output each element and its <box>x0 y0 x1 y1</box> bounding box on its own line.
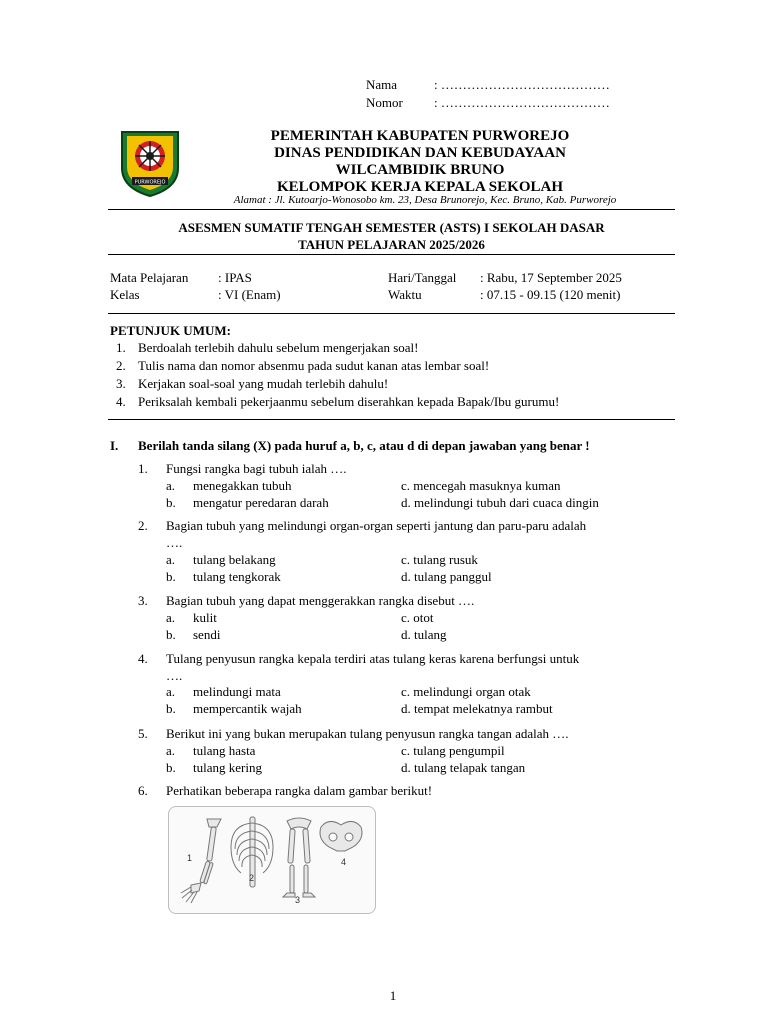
option-c[interactable]: c. otot <box>401 610 434 625</box>
logo-caption: PURWOREJO <box>134 179 166 186</box>
question-text: Tulang penyusun rangka kepala terdiri atas tulang keras karena berfungsi untuk <box>166 651 580 666</box>
option-d[interactable]: d. tulang telapak tangan <box>401 760 526 775</box>
date-label: Hari/Tanggal <box>388 270 457 285</box>
instruction-text: Kerjakan soal-soal yang mudah terlebih dahulu! <box>138 376 389 391</box>
figure-label-4: 4 <box>341 857 347 867</box>
question-text: Bagian tubuh yang melindungi organ-organ seperti jantung dan paru-paru adalah <box>166 518 587 533</box>
letterhead-line-4: KELOMPOK KERJA KEPALA SEKOLAH <box>276 179 563 195</box>
letterhead-line-2: DINAS PENDIDIKAN DAN KEBUDAYAAN <box>274 145 566 161</box>
exam-year: TAHUN PELAJARAN 2025/2026 <box>298 237 485 252</box>
option-b[interactable]: sendi <box>193 627 221 642</box>
option-b[interactable]: tulang tengkorak <box>193 569 281 584</box>
question-number: 4. <box>138 651 148 666</box>
option-c[interactable]: c. tulang rusuk <box>401 552 478 567</box>
option-a[interactable]: kulit <box>193 610 217 625</box>
option-d[interactable]: d. tempat melekatnya rambut <box>401 701 553 716</box>
info-divider <box>108 313 675 314</box>
option-c[interactable]: c. tulang pengumpil <box>401 743 505 758</box>
question-text-cont: …. <box>166 535 183 550</box>
instruction-text: Berdoalah terlebih dahulu sebelum mengerjakan soal! <box>138 340 419 355</box>
skeleton-figure <box>168 806 376 914</box>
figure-label-3: 3 <box>295 895 301 905</box>
time-value: : 07.15 - 09.15 (120 menit) <box>480 287 621 302</box>
question-number: 3. <box>138 593 148 608</box>
option-a[interactable]: tulang hasta <box>193 743 256 758</box>
question-number: 6. <box>138 783 148 798</box>
subject-value: : IPAS <box>218 270 252 285</box>
instruction-num: 3. <box>116 376 126 391</box>
option-d[interactable]: d. tulang panggul <box>401 569 492 584</box>
question-text: Berikut ini yang bukan merupakan tulang penyusun rangka tangan adalah …. <box>166 726 569 741</box>
option-c[interactable]: c. mencegah masuknya kuman <box>401 478 561 493</box>
instruction-num: 1. <box>116 340 126 355</box>
class-label: Kelas <box>110 287 140 302</box>
title-divider <box>108 254 675 255</box>
option-letter-a: a. <box>166 552 176 567</box>
class-value: : VI (Enam) <box>218 287 281 302</box>
exam-title: ASESMEN SUMATIF TENGAH SEMESTER (ASTS) I SEKOLAH DASAR <box>178 220 605 235</box>
section-number: I. <box>110 438 119 453</box>
number-label: Nomor <box>366 95 403 110</box>
letterhead-line-3: WILCAMBIDIK BRUNO <box>335 162 505 178</box>
letterhead-divider <box>108 209 675 210</box>
date-value: : Rabu, 17 September 2025 <box>480 270 622 285</box>
number-field[interactable]: : ………………………………… <box>434 95 610 110</box>
option-letter-a: a. <box>166 743 176 758</box>
option-letter-b: b. <box>166 495 176 510</box>
name-field[interactable]: : ………………………………… <box>434 77 610 92</box>
figure-label-2: 2 <box>249 873 255 883</box>
option-letter-a: a. <box>166 610 176 625</box>
option-letter-b: b. <box>166 760 176 775</box>
letterhead-address: Alamat : Jl. Kutoarjo-Wonosobo km. 23, Desa Brunorejo, Kec. Bruno, Kab. Purworejo <box>233 194 617 206</box>
option-letter-b: b. <box>166 627 176 642</box>
page-number: 1 <box>389 988 397 1003</box>
question-text: Perhatikan beberapa rangka dalam gambar berikut! <box>166 783 433 798</box>
option-a[interactable]: menegakkan tubuh <box>193 478 292 493</box>
question-text: Bagian tubuh yang dapat menggerakkan rangka disebut …. <box>166 593 475 608</box>
option-c[interactable]: c. melindungi organ otak <box>401 684 531 699</box>
option-letter-b: b. <box>166 569 176 584</box>
option-b[interactable]: tulang kering <box>193 760 262 775</box>
question-text: Fungsi rangka bagi tubuh ialah …. <box>166 461 347 476</box>
name-label: Nama <box>366 77 398 92</box>
question-number: 1. <box>138 461 148 476</box>
subject-label: Mata Pelajaran <box>110 270 189 285</box>
section-heading: Berilah tanda silang (X) pada huruf a, b, c, atau d di depan jawaban yang benar ! <box>138 438 590 453</box>
instruction-text: Periksalah kembali pekerjaanmu sebelum diserahkan kepada Bapak/Ibu gurumu! <box>138 394 560 409</box>
option-letter-a: a. <box>166 478 176 493</box>
time-label: Waktu <box>388 287 422 302</box>
instruction-text: Tulis nama dan nomor absenmu pada sudut kanan atas lembar soal! <box>138 358 490 373</box>
option-b[interactable]: mempercantik wajah <box>193 701 302 716</box>
option-a[interactable]: melindungi mata <box>193 684 281 699</box>
option-d[interactable]: d. melindungi tubuh dari cuaca dingin <box>401 495 599 510</box>
option-b[interactable]: mengatur peredaran darah <box>193 495 329 510</box>
option-letter-b: b. <box>166 701 176 716</box>
regency-logo <box>118 128 182 198</box>
option-a[interactable]: tulang belakang <box>193 552 276 567</box>
instructions-heading: PETUNJUK UMUM: <box>110 323 231 338</box>
figure-label-1: 1 <box>187 853 193 863</box>
question-number: 2. <box>138 518 148 533</box>
letterhead-line-1: PEMERINTAH KABUPATEN PURWOREJO <box>270 128 570 144</box>
instruction-num: 2. <box>116 358 126 373</box>
instructions-divider <box>108 419 675 420</box>
instruction-num: 4. <box>116 394 126 409</box>
question-number: 5. <box>138 726 148 741</box>
option-letter-a: a. <box>166 684 176 699</box>
question-text-cont: …. <box>166 668 183 683</box>
option-d[interactable]: d. tulang <box>401 627 447 642</box>
